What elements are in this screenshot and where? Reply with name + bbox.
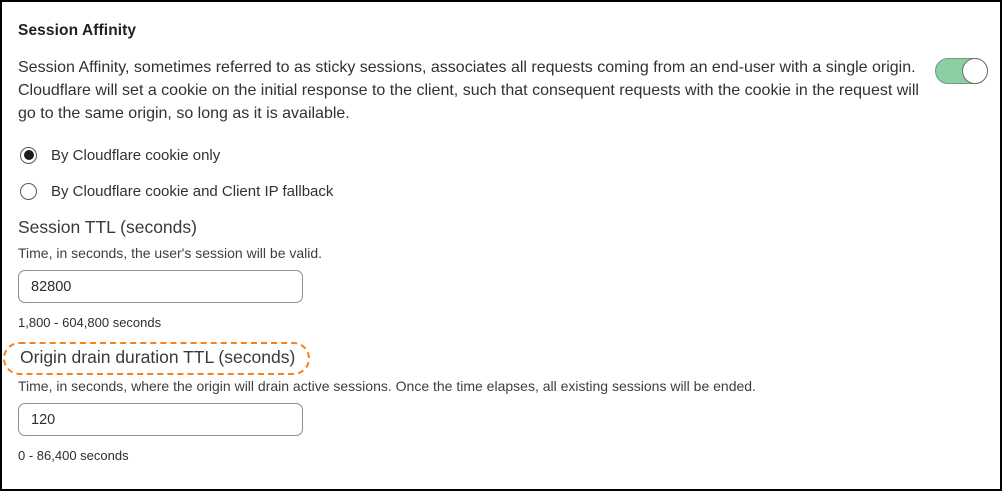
radio-option-cookie-only[interactable] xyxy=(20,145,988,165)
session-ttl-input[interactable] xyxy=(18,270,303,303)
panel-title: Session Affinity xyxy=(18,22,137,39)
origin-drain-input[interactable] xyxy=(18,403,303,436)
radio-option-cookie-and-ip[interactable] xyxy=(20,181,988,201)
session-ttl-description: Time, in seconds, the user's session will be valid. xyxy=(18,245,323,261)
origin-drain-range-hint: 0 - 86,400 seconds xyxy=(18,448,129,463)
session-ttl-range-hint: 1,800 - 604,800 seconds xyxy=(18,315,162,330)
affinity-mode-radio-group xyxy=(20,145,988,201)
radio-option-label: By Cloudflare cookie only xyxy=(51,146,221,164)
origin-drain-label: Origin drain duration TTL (seconds) xyxy=(20,347,296,367)
origin-drain-highlight-annotation xyxy=(3,342,310,375)
toggle-knob-icon xyxy=(962,58,988,84)
radio-unselected-icon xyxy=(20,183,37,200)
origin-drain-description: Time, in seconds, where the origin will drain active sessions. Once the time elapses, all existing sessions will be ended. xyxy=(18,378,756,394)
radio-selected-icon xyxy=(20,147,37,164)
intro-row xyxy=(18,56,988,125)
session-ttl-label: Session TTL (seconds) xyxy=(18,217,197,237)
radio-dot-icon xyxy=(24,150,34,160)
panel-description: Session Affinity, sometimes referred to as sticky sessions, associates all requests coming from an end-user with a single origin. Cloudflare will set a cookie on the initial response to the client, such that consequent requests with the cookie in the request will go to the same origin, so long as it is available. xyxy=(18,59,919,122)
session-affinity-toggle[interactable] xyxy=(935,58,988,84)
radio-option-label: By Cloudflare cookie and Client IP fallback xyxy=(51,182,334,200)
